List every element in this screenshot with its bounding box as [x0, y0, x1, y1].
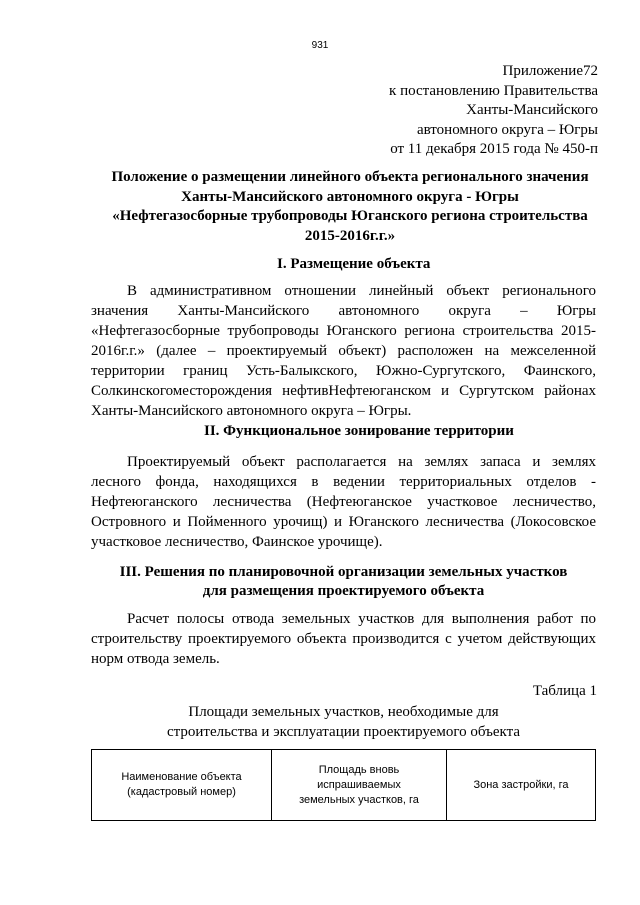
section3-paragraph [91, 609, 596, 669]
section1-paragraph [91, 281, 596, 421]
paragraph-line: Ханты-Мансийского автономного округа – Югры. [91, 403, 412, 419]
caption-line: строительства и эксплуатации проектируемого объекта [166, 724, 521, 740]
section3-heading [91, 563, 596, 601]
cell-line: земельных участков, га [299, 793, 419, 806]
appendix-line: от 11 декабря 2015 года № 450-п [390, 141, 598, 157]
paragraph-line: норм отвода земель. [91, 651, 220, 667]
cell-line: испрашиваемых [317, 778, 401, 791]
table-number: Таблица 1 [532, 683, 597, 699]
land-area-table [91, 749, 596, 821]
paragraph-line: лесного фонда, находящихся в ведении территориальных отделов - [91, 474, 596, 490]
title-line: 2015-2016г.г.» [304, 227, 396, 244]
section1-heading: I. Размещение объекта [277, 256, 431, 272]
paragraph-line: Нефтеюганского лесничества (Нефтеюганское участковое лесничество, [91, 494, 596, 510]
appendix-line: Приложение72 [502, 63, 598, 79]
cell-line: Площадь вновь [318, 763, 400, 776]
table-caption [91, 702, 596, 742]
paragraph-line: Островного и Пойменного урочищ) и Юганского лесничества (Локосовское [91, 514, 596, 530]
paragraph-line: участковое лесничество, Фаинское урочище). [91, 534, 383, 550]
appendix-line: Ханты-Мансийского [466, 102, 598, 118]
heading-line: III. Решения по планировочной организации земельных участков [119, 564, 568, 580]
paragraph-line: значения Ханты-Мансийского автономного округа – Югры [91, 303, 596, 319]
document-title [60, 168, 640, 246]
page-number: 931 [311, 40, 329, 51]
paragraph-line: Солкинскогоместорождения нефтивНефтеюганском и Сургутском районах [91, 383, 596, 399]
paragraph-line: 2016г.г.» (далее – проектируемый объект) расположен на межселенной [91, 343, 596, 359]
section2-heading: II. Функциональное зонирование территории [204, 423, 514, 439]
caption-line: Площади земельных участков, необходимые для [188, 704, 499, 720]
title-line: Ханты-Мансийского автономного округа - Югры [181, 188, 519, 205]
header-cell-zone: Зона застройки, га [447, 750, 596, 821]
title-line: Положение о размещении линейного объекта регионального значения [111, 169, 589, 185]
title-line: «Нефтегазосборные трубопроводы Юганского региона строительства [112, 208, 588, 224]
paragraph-line: В административном отношении линейный объект регионального [127, 283, 596, 299]
cell-line: Наименование объекта [121, 771, 242, 783]
paragraph-line: «Нефтегазосборные трубопроводы Юганского региона строительства 2015- [91, 323, 596, 339]
paragraph-line: территории границ Усть-Балыкского, Южно-Сургутского, Фаинского, [91, 363, 596, 379]
cell-line: (кадастровый номер) [127, 786, 236, 798]
header-cell-area [272, 750, 447, 821]
paragraph-line: Расчет полосы отвода земельных участков для выполнения работ по [127, 611, 596, 627]
section2-paragraph [91, 452, 596, 552]
table-header-row [92, 750, 596, 821]
paragraph-line: строительству проектируемого объекта производится с учетом действующих [91, 631, 596, 647]
paragraph-line: Проектируемый объект располагается на землях запаса и землях [127, 454, 596, 470]
appendix-line: к постановлению Правительства [389, 82, 598, 99]
header-cell-object-name [92, 750, 272, 821]
heading-line: для размещения проектируемого объекта [202, 583, 485, 599]
appendix-block [389, 62, 598, 160]
appendix-line: автономного округа – Югры [416, 121, 598, 138]
